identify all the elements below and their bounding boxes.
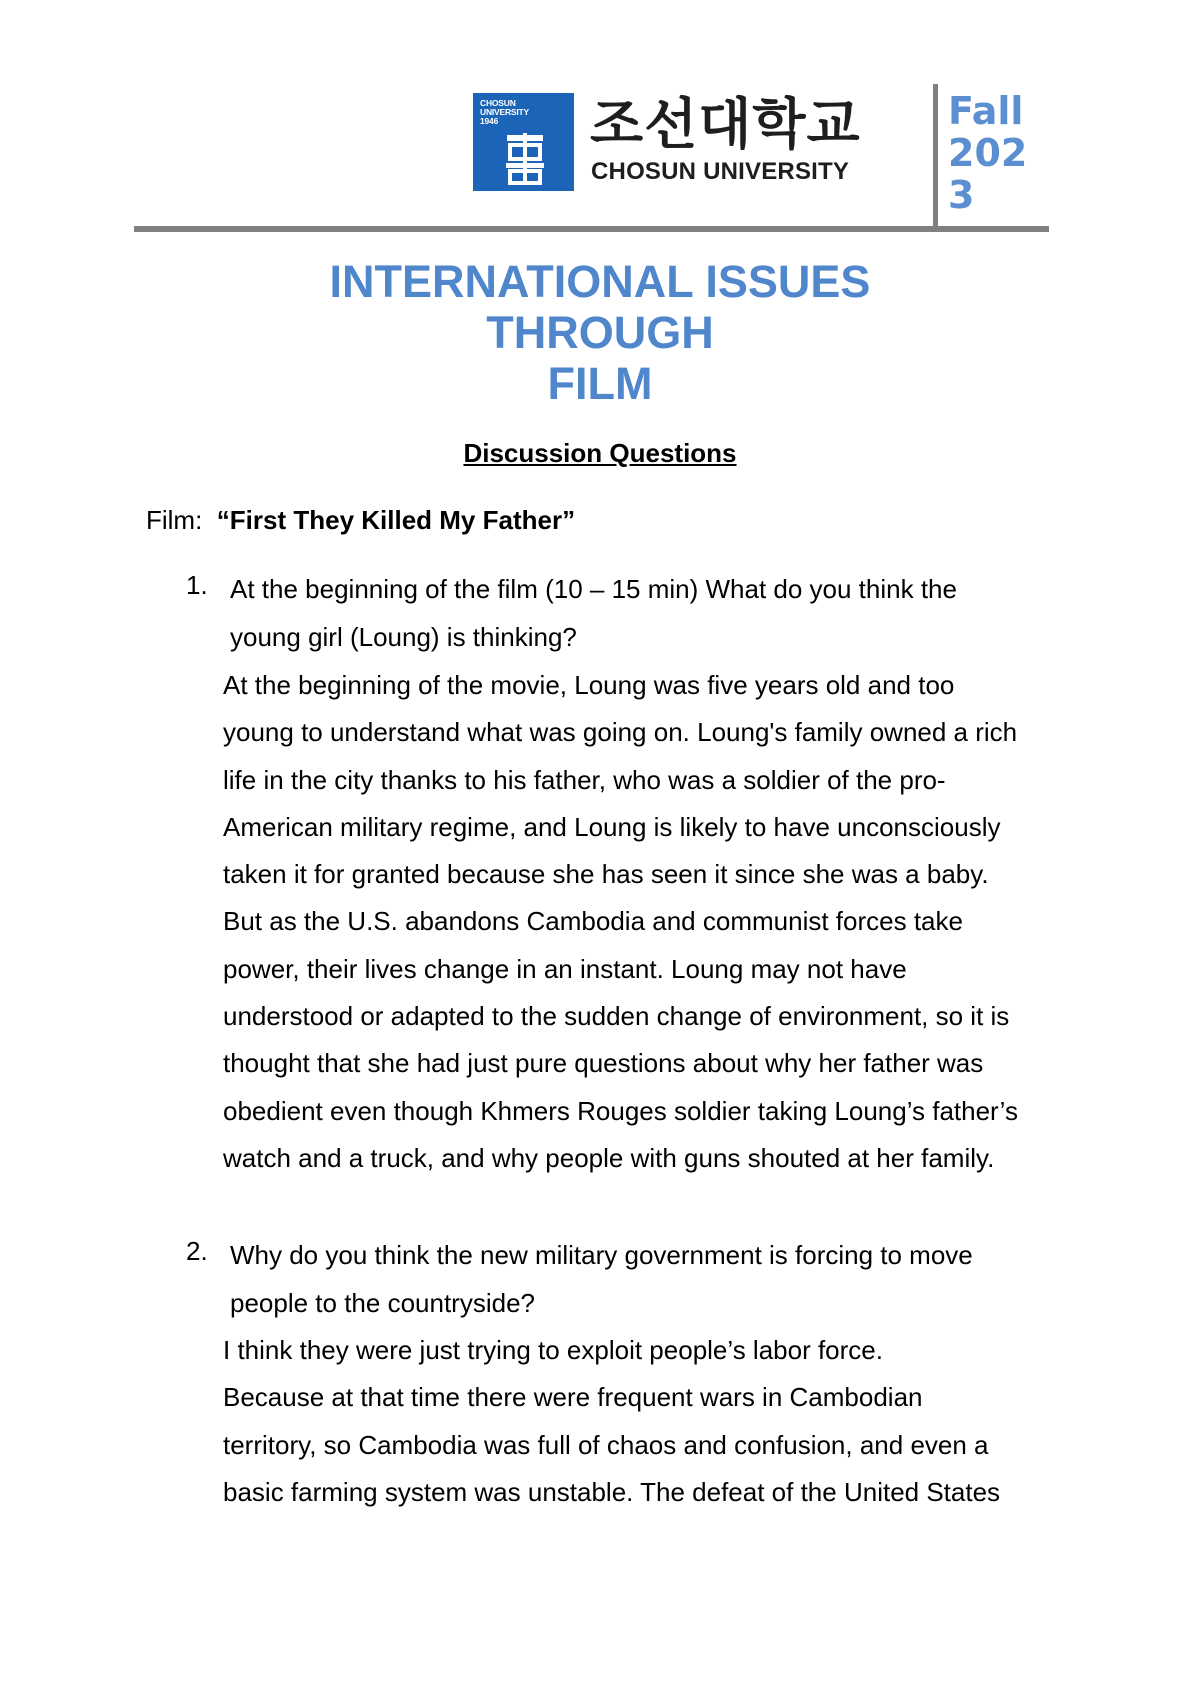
- answer-line: Because at that time there were frequent wars in Cambodian: [223, 1382, 923, 1413]
- film-label: Film:: [146, 505, 203, 535]
- film-line: [146, 505, 575, 536]
- question-text: [230, 565, 1060, 661]
- term-label: Fall 2023: [948, 89, 1028, 217]
- course-title-line: FILM: [547, 358, 653, 409]
- header-horizontal-divider: [134, 226, 1049, 232]
- header-vertical-divider: [933, 84, 938, 226]
- answer-line: But as the U.S. abandons Cambodia and communist forces take: [223, 906, 963, 937]
- answer-line: watch and a truck, and why people with guns shouted at her family.: [223, 1142, 995, 1173]
- logo-small-line: UNIVERSITY: [480, 107, 530, 117]
- question-line: At the beginning of the film (10 – 15 min) What do you think the: [230, 574, 957, 604]
- logo-small-text: [480, 99, 529, 126]
- section-heading: Discussion Questions: [463, 438, 737, 468]
- university-emblem-icon: [504, 133, 546, 185]
- question-text: [230, 1231, 1060, 1327]
- university-logo: [473, 93, 574, 191]
- question-line: young girl (Loung) is thinking?: [230, 622, 577, 652]
- answer-line: obedient even though Khmers Rouges soldier taking Loung’s father’s: [223, 1095, 1018, 1126]
- answer-line: young to understand what was going on. Loung's family owned a rich: [223, 717, 1018, 748]
- logo-korean-wordmark: 조선대학교: [590, 92, 861, 156]
- answer-line: At the beginning of the movie, Loung was five years old and too: [223, 670, 955, 700]
- logo-small-line: 1946: [480, 116, 499, 126]
- answer-line: life in the city thanks to his father, who was a soldier of the pro-: [223, 764, 946, 795]
- answer-text: [223, 1327, 1073, 1516]
- answer-text: [223, 662, 1073, 1182]
- answer-line: power, their lives change in an instant. Loung may not have: [223, 953, 907, 984]
- logo-small-line: CHOSUN: [480, 98, 516, 108]
- course-title-line: INTERNATIONAL ISSUES: [329, 256, 871, 307]
- question-number: 1.: [186, 570, 208, 600]
- film-title: “First They Killed My Father”: [216, 505, 576, 535]
- answer-line: taken it for granted because she has seen it since she was a baby.: [223, 859, 989, 890]
- logo-english-wordmark: CHOSUN UNIVERSITY: [591, 158, 850, 185]
- answer-line: I think they were just trying to exploit people’s labor force.: [223, 1335, 883, 1365]
- answer-line: American military regime, and Loung is likely to have unconsciously: [223, 811, 1001, 842]
- answer-line: territory, so Cambodia was full of chaos and confusion, and even a: [223, 1429, 989, 1460]
- question-line: people to the countryside?: [230, 1288, 535, 1318]
- answer-line: thought that she had just pure questions about why her father was: [223, 1048, 984, 1079]
- course-title-line: THROUGH: [486, 307, 714, 358]
- answer-line: basic farming system was unstable. The defeat of the United States: [223, 1476, 1001, 1507]
- answer-line: understood or adapted to the sudden change of environment, so it is: [223, 1001, 1010, 1032]
- question-line: Why do you think the new military government is forcing to move: [230, 1240, 973, 1270]
- question-number: 2.: [186, 1236, 208, 1266]
- course-title: [200, 256, 1000, 409]
